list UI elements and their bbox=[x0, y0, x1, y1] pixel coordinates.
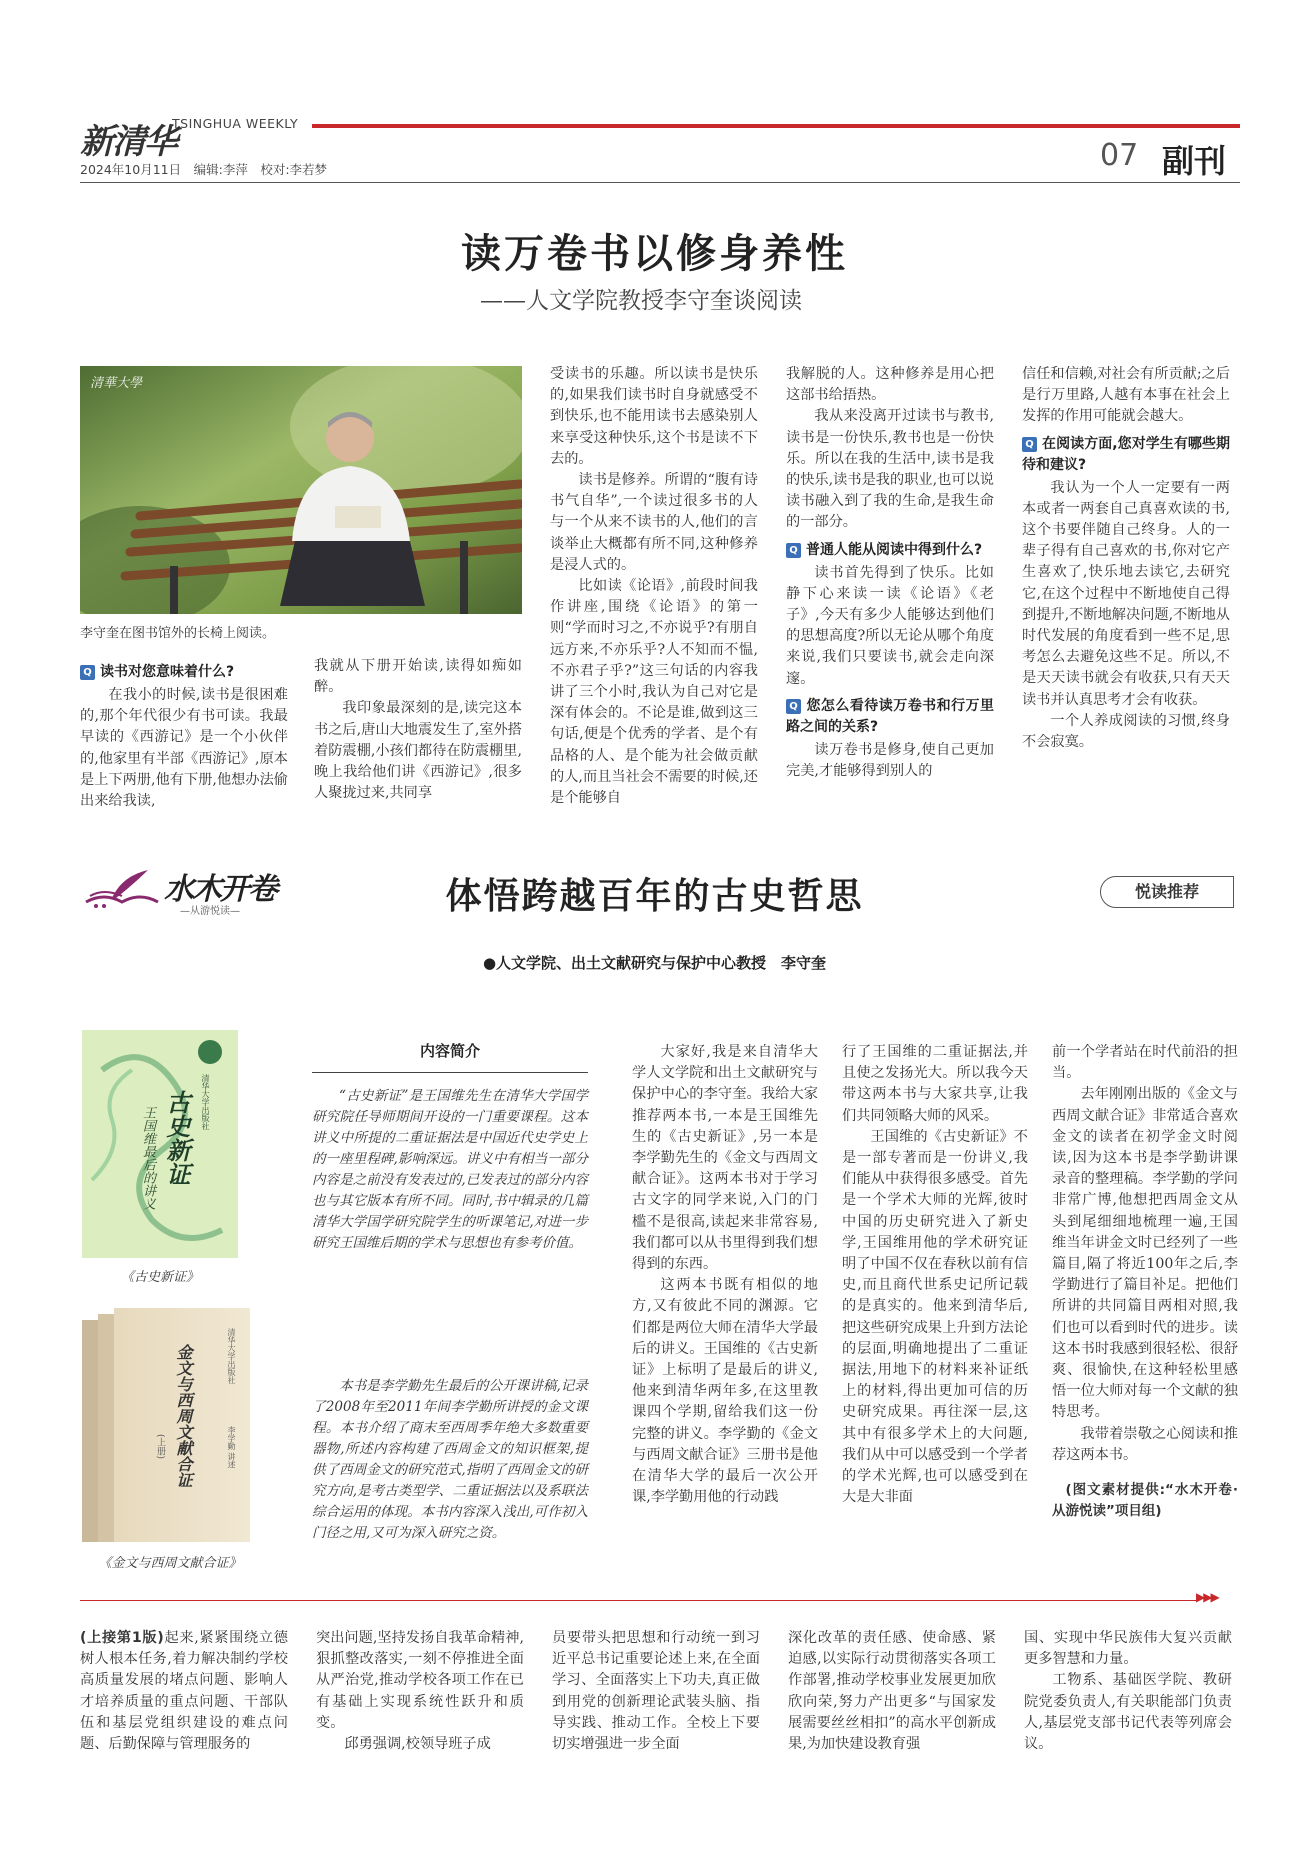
paragraph: 起来,紧紧围绕立德树人根本任务,着力解决制约学校高质量发展的堵点问题、影响人才培养质量的重点问题、干部队伍和基层党组织建设的难点问题、后勤保障与管理服务的 bbox=[80, 1630, 288, 1753]
article1-column-e bbox=[1022, 364, 1230, 753]
paragraph: 读书首先得到了快乐。比如静下心来读一读《论语》《老子》,今天有多少人能够达到他们的思想高度?所以无论从哪个角度来说,我们只要读书,就会走向深邃。 bbox=[786, 564, 994, 687]
article2-column-h bbox=[1052, 1042, 1238, 1522]
q-badge-icon: Q bbox=[1022, 437, 1037, 452]
book2-spine-2 bbox=[98, 1314, 114, 1542]
article2-column-f bbox=[632, 1042, 818, 1508]
paragraph: 这两本书既有相似的地方,又有彼此不同的渊源。它们都是两位大师在清华大学最后的讲义。王国维的《古史新证》上标明了是最后的讲义,他来到清华两年多,在这里教课四个学期,留给我们这一份完整的讲义。李学勤的《金文与西周文献合证》三册书是他在清华大学的最后一次公开课,李学勤用他的行动践 bbox=[632, 1277, 818, 1506]
paragraph: 突出问题,坚持发扬自我革命精神,狠抓整改落实,一刻不停推进全面从严治党,推动学校各项工作在已有基础上实现系统性跃升和质变。 bbox=[316, 1630, 524, 1731]
paragraph: 去年刚刚出版的《金文与西周文献合证》非常适合喜欢金文的读者在初学金文时阅读,因为这本书是李学勤讲课录音的整理稿。李学勤的学问非常广博,他想把西周金文从头到尾细细地梳理一遍,王国维当年讲金文时已经列了一些篇目,隔了将近100年之后,李学勤进行了篇目补足。把他们所讲的共同篇目两相对照,我们也可以看到时代的进步。读这本书时我感到很轻松、很舒爽、很愉快,在这种轻松里感悟一位大师对每一个文献的独特思考。 bbox=[1052, 1086, 1238, 1421]
book1-caption: 《古史新证》 bbox=[120, 1270, 199, 1285]
book2-front bbox=[114, 1308, 250, 1542]
paragraph: 我从来没离开过读书与教书,读书是一份快乐,教书也是一份快乐。所以在我的生活中,读书是我的快乐,读书是我的职业,也可以说读书融入到了我的生命,是我生命的一部分。 bbox=[786, 408, 994, 531]
article1-column-b bbox=[314, 656, 522, 804]
paragraph: 读书是修养。所谓的“腹有诗书气自华”,一个读过很多书的人与一个从来不读书的人,他们的言谈举止大概都有所不同,这种修养是浸人式的。 bbox=[550, 472, 758, 573]
paragraph: 比如读《论语》,前段时间我作讲座,围绕《论语》的第一则“学而时习之,不亦说乎?有朋自远方来,不亦乐乎?人不知而不愠,不亦君子乎?”这三句话的内容我讲了三个小时,我认为自己对它是深有体会的。不论是谁,做到这三句话,便是个优秀的学者、是个有品格的人、是个能为社会做贡献的人,而且当社会不需要的时候,还是个能够自 bbox=[550, 578, 758, 807]
intro-text-2: 本书是李学勤先生最后的公开课讲稿,记录了2008年至2011年间李学勤所讲授的金文课程。本书介绍了商末至西周季年绝大多数重要器物,所述内容构建了西周金文的知识框架,提供了西周金文的研究范式,指明了西周金文的研究方向,是考古类型学、二重证据法以及系联法综合运用的体现。本书内容深入浅出,可作初入门径之用,又可为深入研究之资。 bbox=[312, 1378, 588, 1541]
paragraph: 前一个学者站在时代前沿的担当。 bbox=[1052, 1044, 1238, 1082]
book2-caption: 《金文与西周文献合证》 bbox=[98, 1556, 242, 1571]
book2-publisher: 清华大学出版社 bbox=[227, 1328, 236, 1384]
paragraph: 王国维的《古史新证》不是一部专著而是一份讲义,我们能从中获得很多感受。首先是一个学术大师的光辉,彼时中国的历史研究进入了新史学,王国维用他的学术研究证明了中国不仅在春秋以前有信史,而且商代世系史记所记载的是真实的。他来到清华后,把这些研究成果上升到方法论的层面,明确地提出了二重证据法,用地下的材料来补证纸上的材料,得出更加可信的历史研究成果。再往深一层,这其中有很多学术上的大问题,我们从中可以感受到一个学者的学术光辉,也可以感受到在大是大非面 bbox=[842, 1128, 1028, 1506]
column-tag bbox=[1100, 876, 1234, 908]
intro-text-1: “古史新证”是王国维先生在清华大学国学研究院任导师期间开设的一门重要课程。这本讲义中所提的二重证据法是中国近代史学史上的一座里程碑,影响深远。讲义中有相当一部分内容是之前没有发表过的,已发表过的部分内容也与其它版本有所不同。同时,书中辑录的几篇清华大学国学研究院学生的听课笔记,对进一步研究王国维后期的学术与思想也有参考价值。 bbox=[312, 1088, 588, 1251]
paragraph: 信任和信赖,对社会有所贡献;之后是行万里路,人越有本事在社会上发挥的作用可能就会越大。 bbox=[1022, 366, 1230, 425]
article1-column-a bbox=[80, 656, 288, 812]
article1-column-d bbox=[786, 364, 994, 782]
paragraph: 我带着崇敬之心阅读和推荐这两本书。 bbox=[1052, 1425, 1238, 1463]
question-2: Q 普通人能从阅读中得到什么? bbox=[786, 540, 994, 561]
book1-title: 古史新证 bbox=[162, 1090, 191, 1186]
question-4: Q 在阅读方面,您对学生有哪些期待和建议? bbox=[1022, 435, 1230, 473]
book2-author: 李学勤 讲述 bbox=[227, 1426, 236, 1469]
intro-heading: 内容简介 bbox=[419, 1042, 480, 1060]
column-logo-sub: —从游悦读— bbox=[180, 906, 240, 917]
paragraph: 员要带头把思想和行动统一到习近平总书记重要论述上来,在全面学习、全面落实上下功夫,真正做到用党的创新理论武装头脑、指导实践、推动工作。全校上下要切实增强进一步全面 bbox=[552, 1630, 760, 1753]
photo-watermark-logo: 清華大學 bbox=[90, 376, 143, 391]
article1-photo bbox=[80, 366, 522, 614]
paragraph: 深化改革的责任感、使命感、紧迫感,以实际行动贯彻落实各项工作部署,推动学校事业发展更加欣欣向荣,努力产出更多“与国家发展需要丝丝相扣”的高水平创新成果,为加快建设教育强 bbox=[788, 1630, 996, 1753]
paragraph: 大家好,我是来自清华大学人文学院和出土文献研究与保护中心的李守奎。我给大家推荐两本书,一本是王国维先生的《古史新证》,另一本是李学勤先生的《金文与西周文献合证》。这两本书对于学习古文字的同学来说,入门的门槛不是很高,读起来非常容易,我们都可以从书里得到我们想得到的东西。 bbox=[632, 1044, 818, 1273]
q-badge-icon: Q bbox=[786, 543, 801, 558]
continued-column-2 bbox=[316, 1628, 524, 1755]
continued-column-1 bbox=[80, 1628, 288, 1755]
book2-title: 金文与西周文献合证 bbox=[174, 1344, 193, 1488]
paragraph: 受读书的乐趣。所以读书是快乐的,如果我们读书时自身就感受不到快乐,也不能用读书去感染别人来享受这种快乐,这个书是读不下去的。 bbox=[550, 366, 758, 467]
book2-volume: (上册) bbox=[155, 1434, 165, 1460]
article2-column-g bbox=[842, 1042, 1028, 1508]
date-line: 2024年10月11日 编辑:李萍 校对:李若梦 bbox=[80, 162, 328, 177]
continued-label: (上接第1版) bbox=[80, 1630, 164, 1646]
column-logo-text: 水木开卷 bbox=[164, 872, 276, 907]
paragraph: 在我小的时候,读书是很困难的,那个年代很少有书可读。我最早读的《西游记》是一个小伙伴的,他家里有半部《西游记》,原本是上下两册,他有下册,他想办法偷出来给我读, bbox=[80, 687, 288, 810]
image-credit: (图文素材提供:“水木开卷·从游悦读”项目组) bbox=[1052, 1482, 1238, 1520]
paragraph: 国、实现中华民族伟大复兴贡献更多智慧和力量。 bbox=[1024, 1630, 1232, 1668]
paragraph: 我印象最深刻的是,读完这本书之后,唐山大地震发生了,室外搭着防震棚,小孩们都待在防震棚里,晚上我给他们讲《西游记》,很多人聚拢过来,共同享 bbox=[314, 700, 522, 802]
book-cover-1 bbox=[82, 1030, 238, 1258]
masthead-red-rule bbox=[312, 124, 1240, 128]
masthead-english: TSINGHUA WEEKLY bbox=[172, 116, 299, 131]
book1-subtitle: 王国维最后的讲义 bbox=[140, 1106, 155, 1210]
photo-illustration bbox=[80, 366, 522, 614]
article1-title: 读万卷书以修身养性 bbox=[461, 230, 848, 277]
q-badge-icon: Q bbox=[786, 699, 801, 714]
paragraph: 我就从下册开始读,读得如痴如醉。 bbox=[314, 658, 522, 696]
book2-spine-1 bbox=[82, 1320, 98, 1542]
continued-column-4 bbox=[788, 1628, 996, 1755]
paragraph: 我解脱的人。这种修养是用心把这部书给捂热。 bbox=[786, 366, 994, 404]
question-3: Q 您怎么看待读万卷书和行万里路之间的关系? bbox=[786, 697, 994, 735]
book-cover-2 bbox=[82, 1308, 250, 1542]
article1-column-c bbox=[550, 364, 758, 809]
photo-caption: 李守奎在图书馆外的长椅上阅读。 bbox=[80, 626, 276, 641]
column-tag-label: 悦读推荐 bbox=[1134, 882, 1199, 901]
paragraph: 我认为一个人一定要有一两本或者一两套自己真喜欢读的书,这个书要伴随自己终身。人的一辈子得有自己喜欢的书,你对它产生喜欢了,快乐地去读它,去研究它,在这个过程中不断地使自己得到提升,不断地解决问题,不断地从时代发展的角度看到一些不足,思考怎么去避免这些不足。所以,不是天天读书就会有收获,只有天天读书并认真思考才会有收获。 bbox=[1022, 479, 1230, 708]
continued-column-3 bbox=[552, 1628, 760, 1755]
question-1: Q 读书对您意味着什么? bbox=[80, 662, 288, 683]
article2-byline: ●人文学院、出土文献研究与保护中心教授 李守奎 bbox=[482, 954, 827, 972]
masthead-rule bbox=[80, 182, 1240, 183]
paragraph: 行了王国维的二重证据法,并且使之发扬光大。所以我今天带这两本书与大家共享,让我们共同领略大师的风采。 bbox=[842, 1044, 1028, 1124]
paragraph: 读万卷书是修身,使自己更加完美,才能够得到别人的 bbox=[786, 741, 994, 780]
masthead bbox=[80, 110, 1240, 190]
bottom-divider bbox=[80, 1600, 1198, 1601]
q-badge-icon: Q bbox=[80, 665, 95, 680]
article2-title: 体悟跨越百年的古史哲思 bbox=[445, 875, 864, 917]
divider-arrow-icon: ▶▶▶ bbox=[1196, 1590, 1218, 1604]
continued-column-5 bbox=[1024, 1628, 1232, 1755]
masthead-logo: 新清华 bbox=[80, 122, 176, 162]
paragraph: 一个人养成阅读的习惯,终身不会寂寞。 bbox=[1022, 712, 1230, 751]
section-name: 副刊 bbox=[1162, 142, 1227, 180]
paragraph: 工物系、基础医学院、教研院党委负责人,有关职能部门负责人,基层党支部书记代表等列席会议。 bbox=[1024, 1672, 1232, 1753]
book1-publisher: 清华大学出版社 bbox=[201, 1074, 210, 1130]
page-number: 07 bbox=[1100, 138, 1139, 173]
intro-rule bbox=[312, 1072, 588, 1073]
article1-subtitle: ——人文学院教授李守奎谈阅读 bbox=[480, 288, 802, 314]
paragraph: 邱勇强调,校领导班子成 bbox=[344, 1736, 491, 1753]
